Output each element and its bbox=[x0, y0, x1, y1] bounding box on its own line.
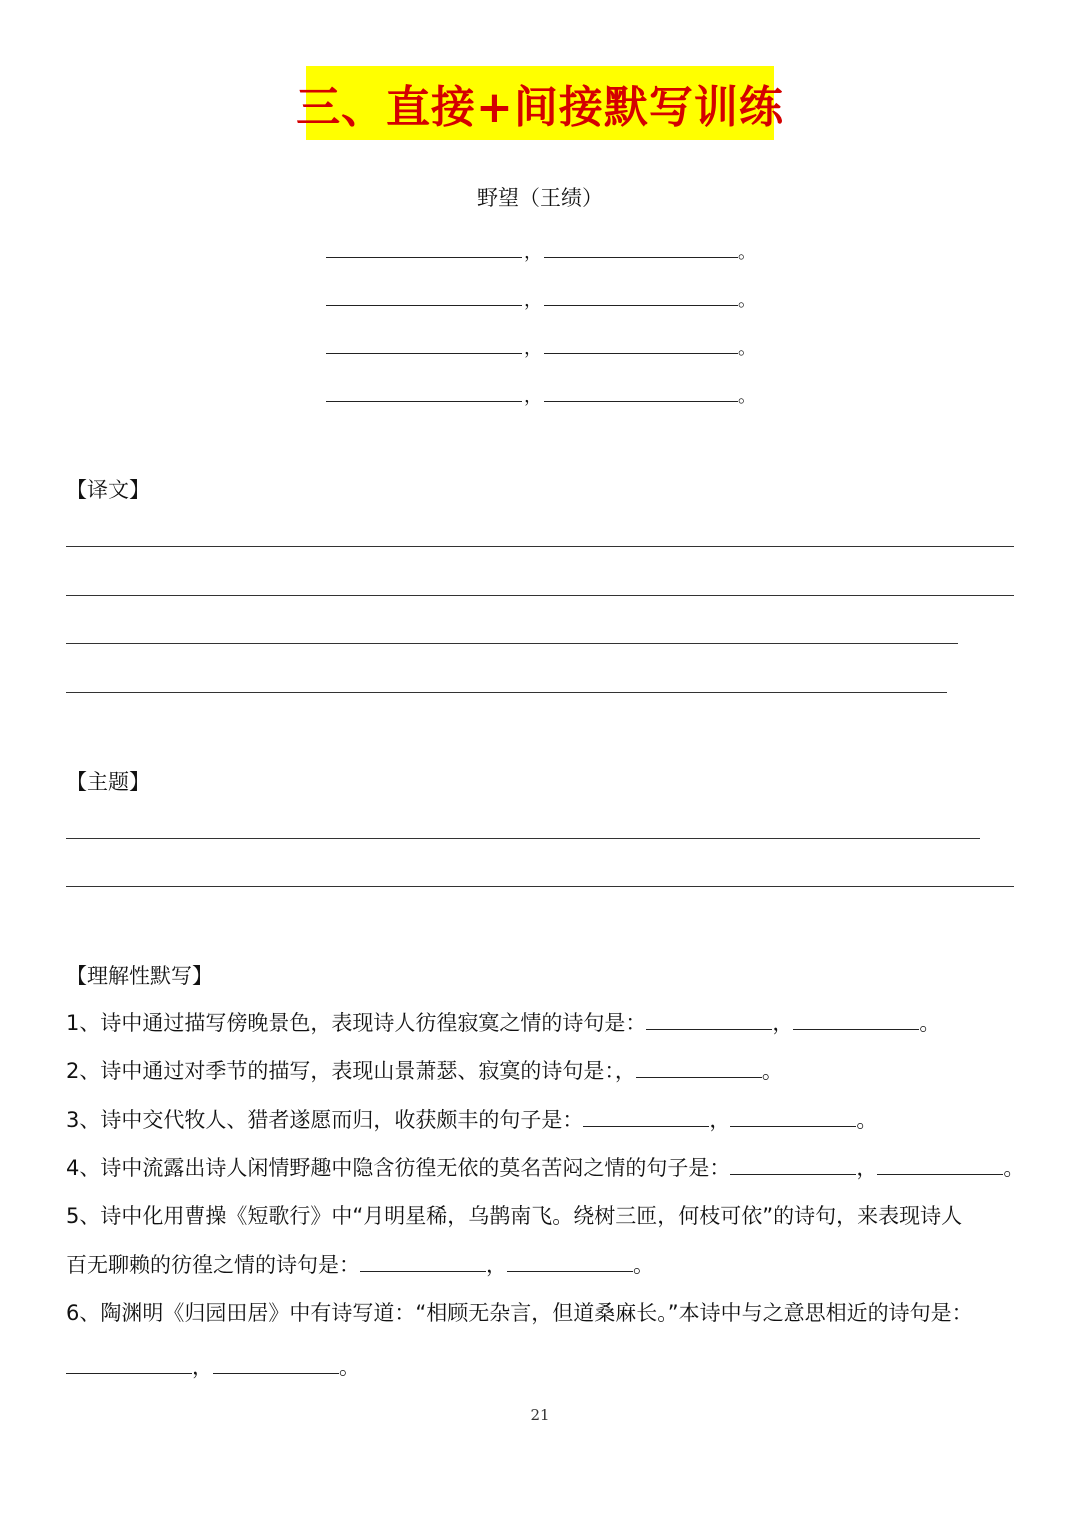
answer-line[interactable] bbox=[66, 838, 980, 839]
answer-blank[interactable] bbox=[793, 1011, 919, 1030]
period: 。 bbox=[1003, 1156, 1025, 1180]
answer-line[interactable] bbox=[66, 692, 947, 693]
answer-line[interactable] bbox=[66, 595, 1014, 596]
blank-line[interactable] bbox=[544, 353, 738, 354]
poem-blank-row bbox=[326, 376, 766, 406]
title-banner bbox=[296, 66, 784, 140]
answer-blank[interactable] bbox=[877, 1156, 1003, 1175]
blank-line[interactable] bbox=[544, 257, 738, 258]
question-1 bbox=[66, 1008, 940, 1038]
period: 。 bbox=[761, 1059, 783, 1083]
blank-line[interactable] bbox=[326, 353, 522, 354]
period: 。 bbox=[856, 1108, 878, 1132]
translation-heading: 【译文】 bbox=[66, 478, 150, 502]
comprehension-heading: 【理解性默写】 bbox=[66, 964, 213, 988]
answer-blank[interactable] bbox=[730, 1108, 856, 1127]
comma: ， bbox=[524, 338, 542, 359]
question-4 bbox=[66, 1153, 1024, 1183]
answer-blank[interactable] bbox=[636, 1059, 762, 1078]
comma: ， bbox=[709, 1108, 731, 1132]
blank-line[interactable] bbox=[544, 305, 738, 306]
question-6-continuation bbox=[66, 1352, 360, 1382]
period: 。 bbox=[633, 1253, 654, 1277]
comma: ， bbox=[192, 1355, 213, 1379]
question-text: 1、诗中通过描写傍晚景色，表现诗人彷徨寂寞之情的诗句是： bbox=[66, 1011, 647, 1035]
theme-heading: 【主题】 bbox=[66, 770, 150, 794]
blank-line[interactable] bbox=[326, 305, 522, 306]
page-title: 三、直接+间接默写训练 bbox=[296, 82, 784, 133]
period: 。 bbox=[738, 386, 756, 407]
comma: ， bbox=[524, 386, 542, 407]
answer-blank[interactable] bbox=[583, 1108, 709, 1127]
comma: ， bbox=[524, 290, 542, 311]
comma: ， bbox=[772, 1011, 794, 1035]
question-text: 百无聊赖的彷徨之情的诗句是： bbox=[66, 1253, 360, 1277]
question-5-continuation bbox=[66, 1250, 654, 1280]
comma: ， bbox=[524, 242, 542, 263]
question-3 bbox=[66, 1105, 877, 1135]
period: 。 bbox=[339, 1355, 360, 1379]
blank-line[interactable] bbox=[326, 401, 522, 402]
answer-line[interactable] bbox=[66, 643, 958, 644]
period: 。 bbox=[738, 338, 756, 359]
question-text: 6、陶渊明《归园田居》中有诗写道：“相顾无杂言，但道桑麻长。”本诗中与之意思相近的诗句是： bbox=[66, 1301, 973, 1325]
comma: ， bbox=[486, 1253, 507, 1277]
poem-blank-row bbox=[326, 328, 766, 358]
period: 。 bbox=[738, 290, 756, 311]
question-text: 5、诗中化用曹操《短歌行》中“月明星稀，乌鹊南飞。绕树三匝，何枝可依”的诗句，来表现诗人 bbox=[66, 1204, 963, 1228]
period: 。 bbox=[919, 1011, 941, 1035]
answer-line[interactable] bbox=[66, 886, 1014, 887]
answer-line[interactable] bbox=[66, 546, 1014, 547]
answer-blank[interactable] bbox=[213, 1355, 339, 1374]
blank-line[interactable] bbox=[326, 257, 522, 258]
answer-blank[interactable] bbox=[507, 1253, 633, 1272]
answer-blank[interactable] bbox=[730, 1156, 856, 1175]
blank-line[interactable] bbox=[544, 401, 738, 402]
question-5 bbox=[66, 1201, 962, 1231]
comma: ， bbox=[856, 1156, 878, 1180]
page-number: 21 bbox=[530, 1406, 550, 1424]
poem-blank-row bbox=[326, 280, 766, 310]
question-text: 2、诗中通过对季节的描写，表现山景萧瑟、寂寞的诗句是：， bbox=[66, 1059, 636, 1083]
question-text: 3、诗中交代牧人、猎者遂愿而归，收获颇丰的句子是： bbox=[66, 1108, 584, 1132]
question-6 bbox=[66, 1298, 973, 1328]
period: 。 bbox=[738, 242, 756, 263]
answer-blank[interactable] bbox=[360, 1253, 486, 1272]
poem-title: 野望（王绩） bbox=[477, 186, 603, 210]
answer-blank[interactable] bbox=[66, 1355, 192, 1374]
question-text: 4、诗中流露出诗人闲情野趣中隐含彷徨无依的莫名苦闷之情的句子是： bbox=[66, 1156, 731, 1180]
answer-blank[interactable] bbox=[646, 1011, 772, 1030]
poem-blank-row bbox=[326, 232, 766, 262]
question-2 bbox=[66, 1056, 783, 1086]
